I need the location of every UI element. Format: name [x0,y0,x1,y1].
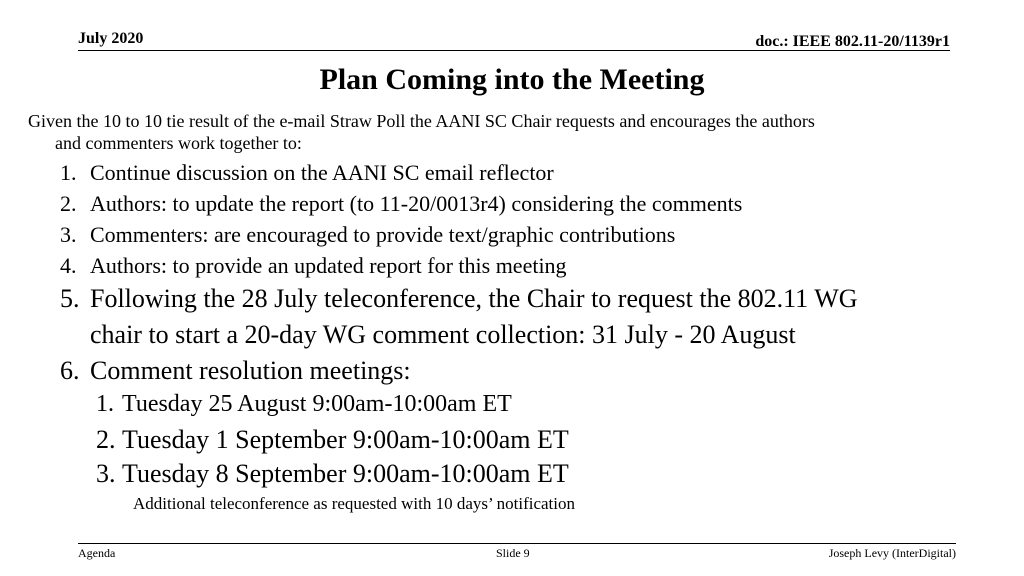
list-item-text: Authors: to update the report (to 11-20/0013r4) considering the comments [90,191,743,216]
sub-item-1 [96,391,512,418]
sub-item-number: 3. [96,459,116,488]
sub-item-text: Tuesday 1 September 9:00am-10:00am ET [122,425,569,454]
sub-item-3 [96,459,569,489]
list-item-number: 2. [60,191,77,216]
list-item-text: Authors: to provide an updated report for this meeting [90,253,567,278]
sub-item-2 [96,425,569,455]
list-item-number: 4. [60,253,77,278]
sub-item-text: Tuesday 25 August 9:00am-10:00am ET [122,391,512,417]
list-item-3 [60,222,675,248]
sub-item-text: Tuesday 8 September 9:00am-10:00am ET [122,459,569,488]
intro-line-1: Given the 10 to 10 tie result of the e-mail Straw Poll the AANI SC Chair requests and encourages the authors [28,111,815,131]
list-item-number: 3. [60,222,77,247]
list-item-text: chair to start a 20-day WG comment collection: 31 July - 20 August [90,320,796,349]
list-item-number: 6. [60,356,80,385]
list-item-text: Comment resolution meetings: [90,356,411,385]
list-item-6 [60,356,411,386]
slide-number: Slide 9 [496,546,530,560]
sub-item-number: 1. [96,391,114,417]
list-item-4 [60,253,567,279]
list-item-text: Following the 28 July teleconference, the Chair to request the 802.11 WG [90,284,858,313]
header-date: July 2020 [78,30,144,47]
list-item-1 [60,160,554,186]
list-item-text: Continue discussion on the AANI SC email reflector [90,160,554,185]
list-item-text: Commenters: are encouraged to provide text/graphic contributions [90,222,676,247]
slide-title: Plan Coming into the Meeting [319,63,705,96]
list-item-5 [60,284,858,314]
intro-text [28,110,978,154]
header-doc-id: doc.: IEEE 802.11-20/1139r1 [755,33,950,50]
header-rule [78,50,950,51]
footer-author: Joseph Levy (InterDigital) [828,546,956,560]
footer-rule [78,543,956,544]
additional-note: Additional teleconference as requested with 10 days’ notification [133,494,575,513]
list-item-number: 1. [60,160,77,185]
sub-item-number: 2. [96,425,116,454]
list-item-2 [60,191,742,217]
list-item-number: 5. [60,284,80,313]
list-item-5-continuation [90,320,796,350]
intro-line-2: and commenters work together to: [55,133,302,153]
footer-left: Agenda [78,546,116,560]
